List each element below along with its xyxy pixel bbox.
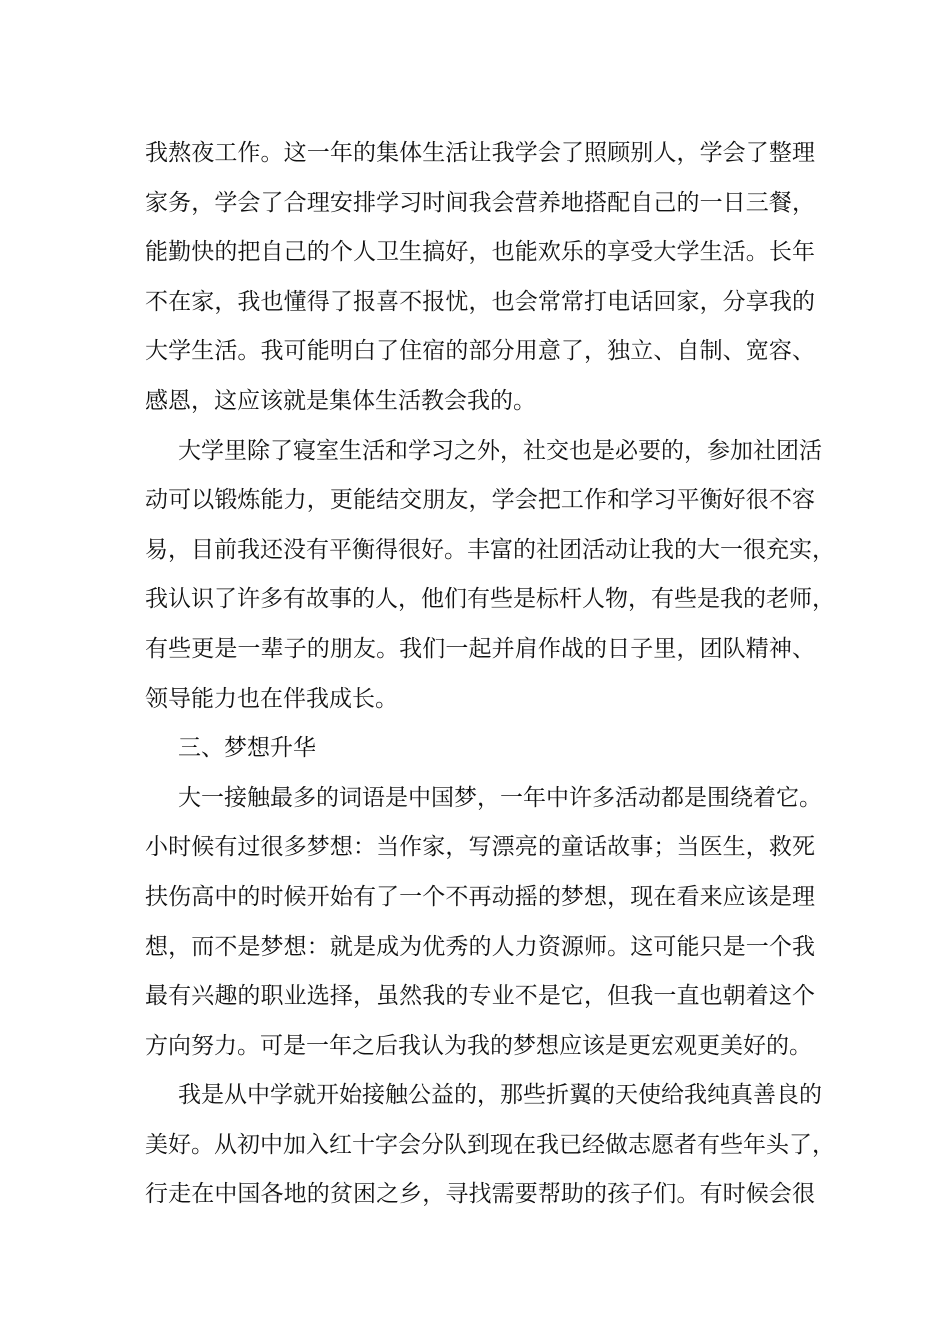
text-line: 能勤快的把自己的个人卫生搞好，也能欢乐的享受大学生活。长年 <box>145 239 815 266</box>
text-line: 行走在中国各地的贫困之乡，寻找需要帮助的孩子们。有时候会很 <box>145 1181 815 1208</box>
text-line: 家务，学会了合理安排学习时间我会营养地搭配自己的一日三餐， <box>145 189 815 216</box>
text-line: 有些更是一辈子的朋友。我们一起并肩作战的日子里，团队精神、 <box>145 635 815 662</box>
text-line: 大一接触最多的词语是中国梦，一年中许多活动都是围绕着它。 <box>178 784 822 811</box>
text-line: 不在家，我也懂得了报喜不报忧，也会常常打电话回家，分享我的 <box>145 288 815 315</box>
text-line: 大学里除了寝室生活和学习之外，社交也是必要的，参加社团活 <box>178 437 822 464</box>
text-line: 三、梦想升华 <box>178 735 316 762</box>
text-line: 领导能力也在伴我成长。 <box>145 685 398 712</box>
text-line: 易，目前我还没有平衡得很好。丰富的社团活动让我的大一很充实， <box>145 536 835 563</box>
body-text <box>145 129 835 1220</box>
text-line: 扶伤高中的时候开始有了一个不再动摇的梦想，现在看来应该是理 <box>145 883 815 910</box>
text-line: 我认识了许多有故事的人，他们有些是标杆人物，有些是我的老师， <box>145 586 835 613</box>
text-line: 想，而不是梦想：就是成为优秀的人力资源师。这可能只是一个我 <box>145 933 815 960</box>
text-line: 小时候有过很多梦想：当作家，写漂亮的童话故事；当医生，救死 <box>145 834 815 861</box>
text-line: 美好。从初中加入红十字会分队到现在我已经做志愿者有些年头了， <box>145 1131 835 1158</box>
text-line: 最有兴趣的职业选择，虽然我的专业不是它，但我一直也朝着这个 <box>145 983 815 1010</box>
text-line: 感恩，这应该就是集体生活教会我的。 <box>145 387 536 414</box>
text-line: 我是从中学就开始接触公益的，那些折翼的天使给我纯真善良的 <box>178 1082 822 1109</box>
text-line: 我熬夜工作。这一年的集体生活让我学会了照顾别人，学会了整理 <box>145 140 815 166</box>
text-line: 大学生活。我可能明白了住宿的部分用意了，独立、自制、宽容、 <box>145 338 815 365</box>
text-line: 动可以锻炼能力，更能结交朋友，学会把工作和学习平衡好很不容 <box>145 487 815 514</box>
text-line: 方向努力。可是一年之后我认为我的梦想应该是更宏观更美好的。 <box>145 1032 812 1059</box>
